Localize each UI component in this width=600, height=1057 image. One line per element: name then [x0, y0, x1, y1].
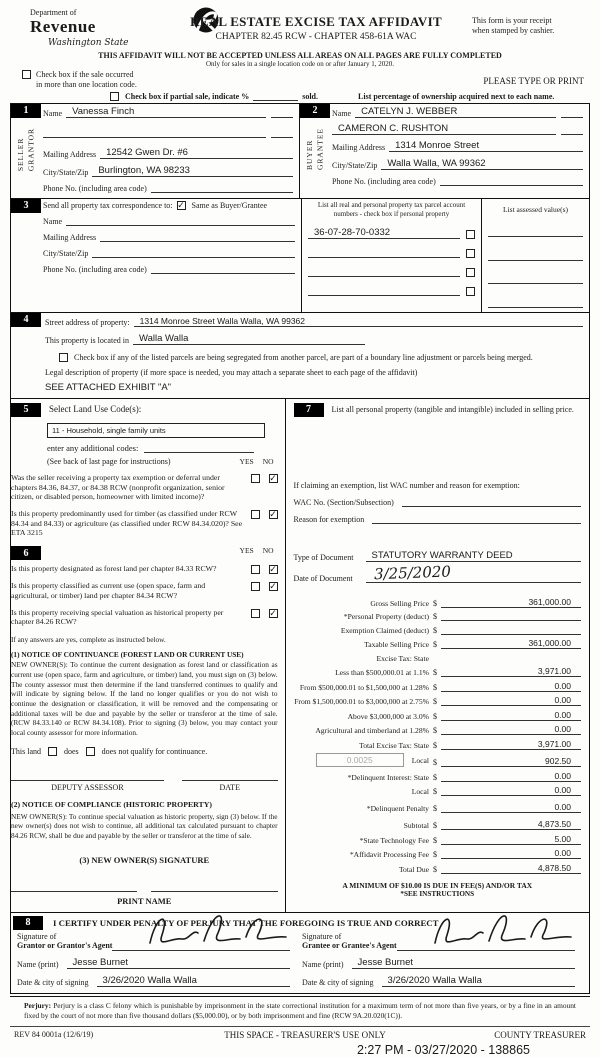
dollar-sign: $ — [432, 821, 437, 831]
check-icon: ✓ — [177, 199, 185, 210]
corr-phone-label: Phone No. (including area code) — [43, 264, 147, 274]
land-use-code-value: 11 - Household, single family units — [52, 425, 166, 435]
current-use-no-checkbox[interactable] — [269, 582, 278, 591]
section-2-badge: 2 — [300, 104, 330, 118]
grantee-sig-label-2: Grantee or Grantee's Agent — [302, 941, 397, 951]
seller-section — [11, 104, 300, 198]
section-3-badge: 3 — [11, 199, 41, 213]
located-in-label: This property is located in — [45, 335, 129, 345]
buyer-section — [300, 104, 589, 198]
grantee-name-print-field[interactable] — [352, 957, 575, 969]
doc-type-label: Type of Document — [293, 552, 354, 562]
fee-value[interactable]: 361,000.00 — [441, 597, 581, 608]
receipt-note-line1: This form is your receipt — [472, 16, 552, 25]
grantor-date-city-label: Date & city of signing — [17, 977, 89, 987]
corr-name-label: Name — [43, 216, 63, 226]
reason-field[interactable] — [372, 514, 581, 524]
certification-section — [11, 912, 589, 993]
fee-value[interactable]: 0.00 — [441, 771, 581, 782]
current-use-question: Is this property classified as current use (open space, farm and agricultural, or timber) land per chapter 84.34 RCW? — [11, 581, 206, 600]
fee-value[interactable]: 5.00 — [441, 834, 581, 845]
seller-percent2-field[interactable] — [271, 128, 293, 138]
land-use-code-select[interactable] — [47, 423, 265, 438]
parcel-numbers-column — [301, 199, 481, 312]
assessed-field-2[interactable] — [488, 251, 583, 261]
local-rate-box: 0.0025 — [316, 753, 404, 767]
partial-sale-checkbox[interactable] — [110, 92, 119, 101]
doc-date-value: 3/25/2020 — [373, 562, 451, 583]
fee-label: Less than $500,000.01 at 1.1% — [335, 668, 429, 678]
grantee-name-print-label: Name (print) — [302, 959, 344, 969]
seller-city-value: Burlington, WA 98233 — [98, 164, 190, 176]
fee-label: *Delinquent Interest: State — [347, 772, 429, 782]
see-back-note: (See back of last page for instructions) — [47, 456, 171, 466]
reason-label: Reason for exemption — [293, 514, 365, 524]
wac-field[interactable] — [402, 497, 581, 507]
historic-yes-checkbox[interactable] — [251, 609, 260, 618]
grantor-name-print-label: Name (print) — [17, 959, 59, 969]
seller-name-label: Name — [43, 108, 63, 118]
personal-property-title: List all personal property (tangible and intangible) included in selling price. — [331, 404, 574, 414]
grantee-date-city-field[interactable] — [382, 975, 575, 987]
no-header-5: NO — [262, 456, 274, 466]
timber-yes-checkbox[interactable] — [251, 510, 260, 519]
corr-mailing-field[interactable] — [100, 232, 295, 242]
dollar-sign: $ — [432, 804, 437, 814]
street-address-field[interactable] — [134, 316, 583, 327]
parcel-field-4[interactable] — [308, 286, 460, 296]
parcel-field-3[interactable] — [308, 267, 460, 277]
assessed-values-column — [481, 199, 589, 312]
send-correspondence-label: Send all property tax correspondence to: — [43, 200, 173, 210]
continuance-body: NEW OWNER(S): To continue the current designation as forest land or classification as current use (open space, farm and agriculture, or timber) land, you must sign on (3) below. The county assessor must then determine if the land transferred continues to qualify and will indicate by signing below. If the land no longer qualifies or you do not wish to continue the designation or classification, it will be removed and the compensating or additional taxes will be due and payable by the seller or transferor at the time of sale. (RCW 84.33.140 or RCW 84.34.108). Prior to signing (3) below, you may contact your local county assessor for more information. — [11, 660, 278, 737]
corr-city-label: City/State/Zip — [43, 248, 89, 258]
assessed-field-1[interactable] — [488, 227, 583, 237]
buyer-name-label: Name — [332, 108, 352, 118]
land-does-checkbox[interactable] — [48, 747, 57, 756]
located-in-field[interactable] — [133, 333, 365, 345]
dollar-sign: $ — [432, 726, 437, 736]
fee-section-label: Excise Tax: State — [376, 653, 429, 663]
parcel-personal-checkbox-2[interactable] — [466, 249, 475, 258]
land-does-not-checkbox[interactable] — [86, 747, 95, 756]
buyer-percent2-field[interactable] — [561, 125, 583, 135]
buyer-phone-field[interactable] — [440, 176, 583, 186]
dollar-sign: $ — [432, 758, 437, 768]
additional-codes-field[interactable] — [144, 443, 254, 453]
seller-mailing-field[interactable] — [100, 147, 293, 159]
seller-mailing-value: 12542 Gwen Dr. #6 — [106, 146, 188, 158]
no-header-6: NO — [262, 546, 274, 556]
multi-location-label — [36, 70, 137, 91]
grantor-date-city-field[interactable] — [97, 975, 290, 987]
buyer-city-field[interactable] — [381, 158, 583, 170]
check-icon: ✓ — [269, 472, 277, 483]
deputy-date-line[interactable] — [182, 780, 278, 792]
buyer-percent-field[interactable] — [561, 108, 583, 118]
check-icon: ✓ — [269, 564, 277, 575]
fee-value[interactable]: 361,000.00 — [441, 638, 581, 649]
header — [10, 6, 590, 48]
forest-no-checkbox[interactable] — [269, 565, 278, 574]
grantor-name-print-field[interactable] — [67, 957, 290, 969]
logo-revenue-text: Revenue — [30, 16, 96, 36]
perjury-label: Perjury: — [24, 1000, 52, 1010]
forest-yes-checkbox[interactable] — [251, 565, 260, 574]
parcel-value: 36-07-28-70-0332 — [314, 227, 391, 239]
doc-type-value: STATUTORY WARRANTY DEED — [371, 549, 513, 561]
right-column — [286, 399, 589, 912]
additional-codes-label: enter any additional codes: — [47, 442, 139, 453]
fee-value[interactable]: 0.00 — [441, 710, 581, 721]
parcel-field-2[interactable] — [308, 248, 460, 258]
buyer-mailing-value: 1314 Monroe Street — [395, 139, 480, 151]
doc-date-label: Date of Document — [293, 573, 353, 583]
deputy-assessor-label: DEPUTY ASSESSOR — [51, 783, 124, 793]
left-column — [11, 399, 286, 912]
fee-value-none — [441, 653, 581, 663]
new-owner-signature-line-1[interactable] — [11, 891, 137, 892]
this-land-label: This land — [11, 747, 41, 757]
yes-header-6: YES — [239, 546, 254, 556]
fee-label: *Affidavit Processing Fee — [349, 850, 429, 860]
fee-value[interactable]: 3,971.00 — [441, 666, 581, 677]
buyer-side-label-2: GRANTEE — [315, 127, 324, 170]
seller-side-label-2: GRANTOR — [26, 127, 35, 171]
historic-no-checkbox[interactable] — [269, 609, 278, 618]
buyer-phone-label: Phone No. (including area code) — [332, 176, 436, 186]
doc-date-field[interactable] — [366, 564, 581, 583]
dollar-sign: $ — [432, 772, 437, 782]
section-6-badge: 6 — [11, 546, 41, 560]
fee-value[interactable]: 0.00 — [441, 785, 581, 796]
dollar-sign: $ — [432, 668, 437, 678]
fee-label: Local — [411, 755, 429, 765]
deputy-date-label: DATE — [219, 783, 240, 793]
corr-phone-field[interactable] — [151, 264, 295, 274]
dor-logo — [10, 6, 160, 48]
page-subtitle: CHAPTER 82.45 RCW - CHAPTER 458-61A WAC — [215, 32, 417, 42]
grantor-sig-label-1: Signature of — [17, 931, 57, 941]
buyer-name-field[interactable] — [355, 106, 556, 118]
seller-phone-field[interactable] — [151, 183, 293, 193]
perjury-body: Perjury is a class C felony which is punishable by imprisonment in the state correctional institution for a maximum term of not more than five years, or by a fine in an amount fixed by the court of not more than five thousand dollars ($5,000.00), or by both imprisonment and fine (RCW 9A.20.020(1C)). — [24, 1000, 576, 1020]
assessed-field-3[interactable] — [488, 274, 583, 284]
fee-label: Above $3,000,000 at 3.0% — [347, 711, 429, 721]
doc-type-field[interactable] — [366, 550, 581, 562]
property-section — [11, 313, 589, 399]
fee-value[interactable]: 0.00 — [441, 681, 581, 692]
multi-location-checkbox[interactable] — [22, 70, 31, 79]
completion-warning: THIS AFFIDAVIT WILL NOT BE ACCEPTED UNLESS ALL AREAS ON ALL PAGES ARE FULLY COMPLETED — [98, 51, 502, 60]
street-address-value: 1314 Monroe Street Walla Walla, WA 99362 — [139, 315, 306, 326]
minimum-fee-note: A MINIMUM OF $10.00 IS DUE IN FEE(S) AND/OR TAX — [342, 880, 533, 890]
dollar-sign: $ — [432, 787, 437, 797]
see-instructions-note: *SEE INSTRUCTIONS — [400, 889, 475, 898]
corr-name-field[interactable] — [66, 216, 295, 226]
assessed-header: List assessed value(s) — [503, 204, 568, 214]
buyer-name2-field[interactable] — [332, 123, 556, 135]
single-location-note: Only for sales in a single location code on or after January 1, 2020. — [206, 60, 394, 68]
grantee-date-city-label: Date & city of signing — [302, 977, 374, 987]
parcel-personal-checkbox-3[interactable] — [466, 268, 475, 277]
fee-label: Subtotal — [403, 821, 429, 831]
grantor-signature-scrawl — [142, 907, 292, 955]
fee-label: Total Due — [398, 864, 429, 874]
sold-label: sold. — [302, 91, 319, 101]
fee-value[interactable]: 4,873.50 — [441, 819, 581, 830]
correspondence-section — [11, 199, 589, 313]
corr-mailing-label: Mailing Address — [43, 232, 97, 242]
check-icon: ✓ — [269, 581, 277, 592]
fee-label: From $500,000.01 to $1,500,000 at 1.28% — [299, 682, 429, 692]
wac-label: WAC No. (Section/Subsection) — [293, 497, 394, 507]
assessed-field-4[interactable] — [488, 298, 583, 308]
seller-name-value: Vanessa Finch — [72, 105, 135, 117]
logo-dept-text: Department of — [30, 7, 77, 17]
please-type-note: PLEASE TYPE OR PRINT — [483, 76, 584, 86]
fee-value[interactable]: 4,878.50 — [441, 863, 581, 874]
grantor-sig-label — [17, 932, 112, 951]
new-owner-signature-label: (3) NEW OWNER(S) SIGNATURE — [79, 854, 210, 865]
parcel-header: List all real and personal property tax parcel account numbers - check box if personal property — [317, 200, 466, 218]
located-in-value: Walla Walla — [138, 332, 189, 344]
grantee-signature-field[interactable] — [397, 941, 575, 951]
dollar-sign: $ — [432, 598, 437, 608]
dollar-sign: $ — [432, 864, 437, 874]
parcel-personal-checkbox-1[interactable] — [466, 230, 475, 239]
section-4-badge: 4 — [11, 313, 41, 327]
same-as-buyer-label: Same as Buyer/Grantee — [191, 200, 268, 210]
segregated-checkbox[interactable] — [59, 353, 68, 362]
historic-question: Is this property receiving special valuation as historical property per chapter 84.26 RCW? — [11, 607, 224, 627]
timber-no-checkbox[interactable] — [269, 510, 278, 519]
dollar-sign: $ — [432, 612, 437, 622]
buyer-city-value: Walla Walla, WA 99362 — [387, 157, 486, 169]
buyer-side-label-1: BUYER — [304, 139, 314, 170]
same-as-buyer-checkbox[interactable] — [177, 201, 186, 210]
perjury-notice — [10, 996, 590, 1027]
seller-grantor-side-label — [16, 128, 37, 171]
fee-label: *Personal Property (deduct) — [343, 612, 429, 622]
grantor-signature-field[interactable] — [112, 941, 290, 951]
receipt-note — [472, 6, 590, 36]
fee-value[interactable]: 0.00 — [441, 848, 581, 859]
certify-statement: I CERTIFY UNDER PENALTY OF PERJURY THAT THE FOREGOING IS TRUE AND CORRECT — [53, 917, 439, 928]
check-icon: ✓ — [269, 607, 277, 618]
fee-label: Agricultural and timberland at 1.28% — [315, 726, 429, 736]
legal-description-value: SEE ATTACHED EXHIBIT "A" — [45, 381, 172, 393]
fee-label: Total Excise Tax: State — [359, 740, 429, 750]
partial-sale-percent-field[interactable] — [253, 100, 298, 101]
grantee-sig-label-1: Signature of — [302, 931, 342, 941]
fee-value[interactable]: 0.00 — [441, 724, 581, 735]
street-address-label: Street address of property: — [45, 317, 130, 327]
fee-value[interactable] — [441, 611, 581, 621]
corr-city-field[interactable] — [92, 248, 295, 258]
forest-land-question: Is this property designated as forest land per chapter 84.33 RCW? — [11, 564, 217, 574]
parcel-field-1[interactable] — [308, 227, 460, 239]
dollar-sign: $ — [432, 625, 437, 635]
grantee-date-city-value: 3/26/2020 Walla Walla — [387, 974, 482, 986]
buyer-grantee-side-label — [305, 128, 326, 170]
buyer-name2-value: CAMERON C. RUSHTON — [338, 122, 449, 134]
fee-table — [294, 597, 581, 874]
seller-percent-field[interactable] — [271, 108, 293, 118]
legal-description-label: Legal description of property (if more space is needed, you may attach a separate sheet to each page of the affidavit) — [45, 367, 418, 377]
multi-location-label-line1: Check box if the sale occurred — [36, 70, 134, 79]
seller-phone-label: Phone No. (including area code) — [43, 183, 147, 193]
receipt-note-line2: when stamped by cashier. — [472, 26, 555, 35]
exemption-no-checkbox[interactable] — [269, 474, 278, 483]
section-1-badge: 1 — [11, 104, 41, 118]
buyer-name-value: CATELYN J. WEBBER — [361, 105, 458, 117]
dollar-sign: $ — [432, 835, 437, 845]
dollar-sign: $ — [432, 682, 437, 692]
seller-mailing-label: Mailing Address — [43, 149, 97, 159]
grantee-sig-label — [302, 932, 397, 951]
exemption-yes-checkbox[interactable] — [251, 474, 260, 483]
partial-sale-label: Check box if partial sale, indicate % — [125, 91, 250, 101]
seller-city-field[interactable] — [92, 165, 293, 177]
dollar-sign: $ — [432, 850, 437, 860]
yes-header-5: YES — [239, 456, 254, 466]
seller-city-label: City/State/Zip — [43, 167, 89, 177]
affidavit-form — [10, 103, 590, 994]
land-use-title: Select Land Use Code(s): — [49, 403, 142, 414]
buyer-city-label: City/State/Zip — [332, 160, 378, 170]
treasurer-stamp: 2:27 PM - 03/27/2020 - 138865 — [356, 1042, 530, 1057]
seller-side-label-1: SELLER — [15, 137, 25, 171]
current-use-yes-checkbox[interactable] — [251, 582, 260, 591]
fee-label: From $1,500,000.01 to $3,000,000 at 2.75% — [294, 697, 429, 707]
exemption-note: If claiming an exemption, list WAC number and reason for exemption: — [293, 480, 520, 490]
form-rev-number: REV 84 0001a (12/6/19) — [14, 1029, 94, 1039]
deputy-assessor-line[interactable] — [11, 780, 164, 792]
grantee-signature-scrawl — [427, 907, 577, 955]
fee-value[interactable]: 3,971.00 — [441, 739, 581, 750]
new-owner-signature-line-2[interactable] — [151, 891, 277, 892]
grantor-sig-label-2: Grantor or Grantor's Agent — [17, 941, 113, 951]
does-label: does — [64, 747, 79, 757]
seller-name2-field[interactable] — [43, 128, 266, 138]
fee-label: Local — [411, 787, 429, 797]
dollar-sign: $ — [432, 640, 437, 650]
dollar-sign: $ — [432, 740, 437, 750]
compliance-title: (2) NOTICE OF COMPLIANCE (HISTORIC PROPERTY) — [11, 800, 212, 810]
dollar-sign: $ — [432, 697, 437, 707]
grantor-date-city-value: 3/26/2020 Walla Walla — [102, 974, 197, 986]
check-icon: ✓ — [269, 508, 277, 519]
grantee-signature-block — [298, 932, 583, 987]
buyer-mailing-field[interactable] — [389, 140, 583, 152]
seller-name-field[interactable] — [66, 106, 266, 118]
answers-yes-note: If any answers are yes, complete as instructed below. — [11, 635, 166, 645]
print-name-label: PRINT NAME — [117, 895, 172, 906]
fee-label: *State Technology Fee — [359, 835, 429, 845]
does-not-label: does not qualify for continuance. — [101, 747, 208, 757]
continuance-title: (1) NOTICE OF CONTINUANCE (FOREST LAND OR CURRENT USE) — [11, 649, 244, 659]
county-treasurer-label: COUNTY TREASURER — [494, 1029, 586, 1040]
section-5-badge: 5 — [11, 403, 41, 417]
section-7-badge: 7 — [294, 403, 324, 417]
fee-value[interactable]: 0.00 — [441, 695, 581, 706]
fee-label: Gross Selling Price — [370, 598, 429, 608]
section-8-badge: 8 — [13, 916, 43, 930]
fee-value[interactable]: 0.00 — [441, 802, 581, 813]
fee-label: Taxable Selling Price — [364, 640, 429, 650]
dollar-sign: $ — [432, 711, 437, 721]
treasurer-space-label: THIS SPACE - TREASURER'S USE ONLY — [224, 1029, 386, 1040]
grantor-name-value: Jesse Burnet — [72, 956, 128, 968]
ownership-note: List percentage of ownership acquired next to each name. — [358, 91, 555, 101]
fee-label: Exemption Claimed (deduct) — [340, 625, 429, 635]
timber-question: Is this property predominantly used for timber (as classified under RCW 84.34 and 84.33) or agriculture (as classified under RCW 84.34.020)? See ETA 3215 — [11, 508, 243, 538]
multi-location-label-line2: in more than one location code. — [36, 80, 137, 90]
buyer-mailing-label: Mailing Address — [332, 142, 386, 152]
grantee-name-value: Jesse Burnet — [357, 956, 413, 968]
segregated-label: Check box if any of the listed parcels are being segregated from another parcel, are part of a boundary line adjustment or parcels being merged. — [74, 352, 533, 362]
page-title: REAL ESTATE EXCISE TAX AFFIDAVIT — [190, 14, 442, 29]
fee-value[interactable]: 902.50 — [441, 756, 581, 767]
grantor-signature-block — [13, 932, 298, 987]
fee-label: *Delinquent Penalty — [366, 804, 429, 814]
compliance-body: NEW OWNER(S): To continue special valuation as historic property, sign (3) below. If the new owner(s) does not wish to continue, all additional tax calculated pursuant to chapter 84.26 RCW, shall be due and payable by the seller or transferor at the time of sale. — [11, 811, 278, 840]
parcel-personal-checkbox-4[interactable] — [466, 287, 475, 296]
fee-value[interactable] — [441, 625, 581, 635]
exemption-question: Was the seller receiving a property tax exemption or deferral under chapters 84.36, 84.37, or 84.38 RCW (nonprofit organization, senior citizen, or disabled person, homeowner with limited income)? — [11, 472, 225, 502]
logo-state-text: Washington State — [48, 38, 129, 48]
